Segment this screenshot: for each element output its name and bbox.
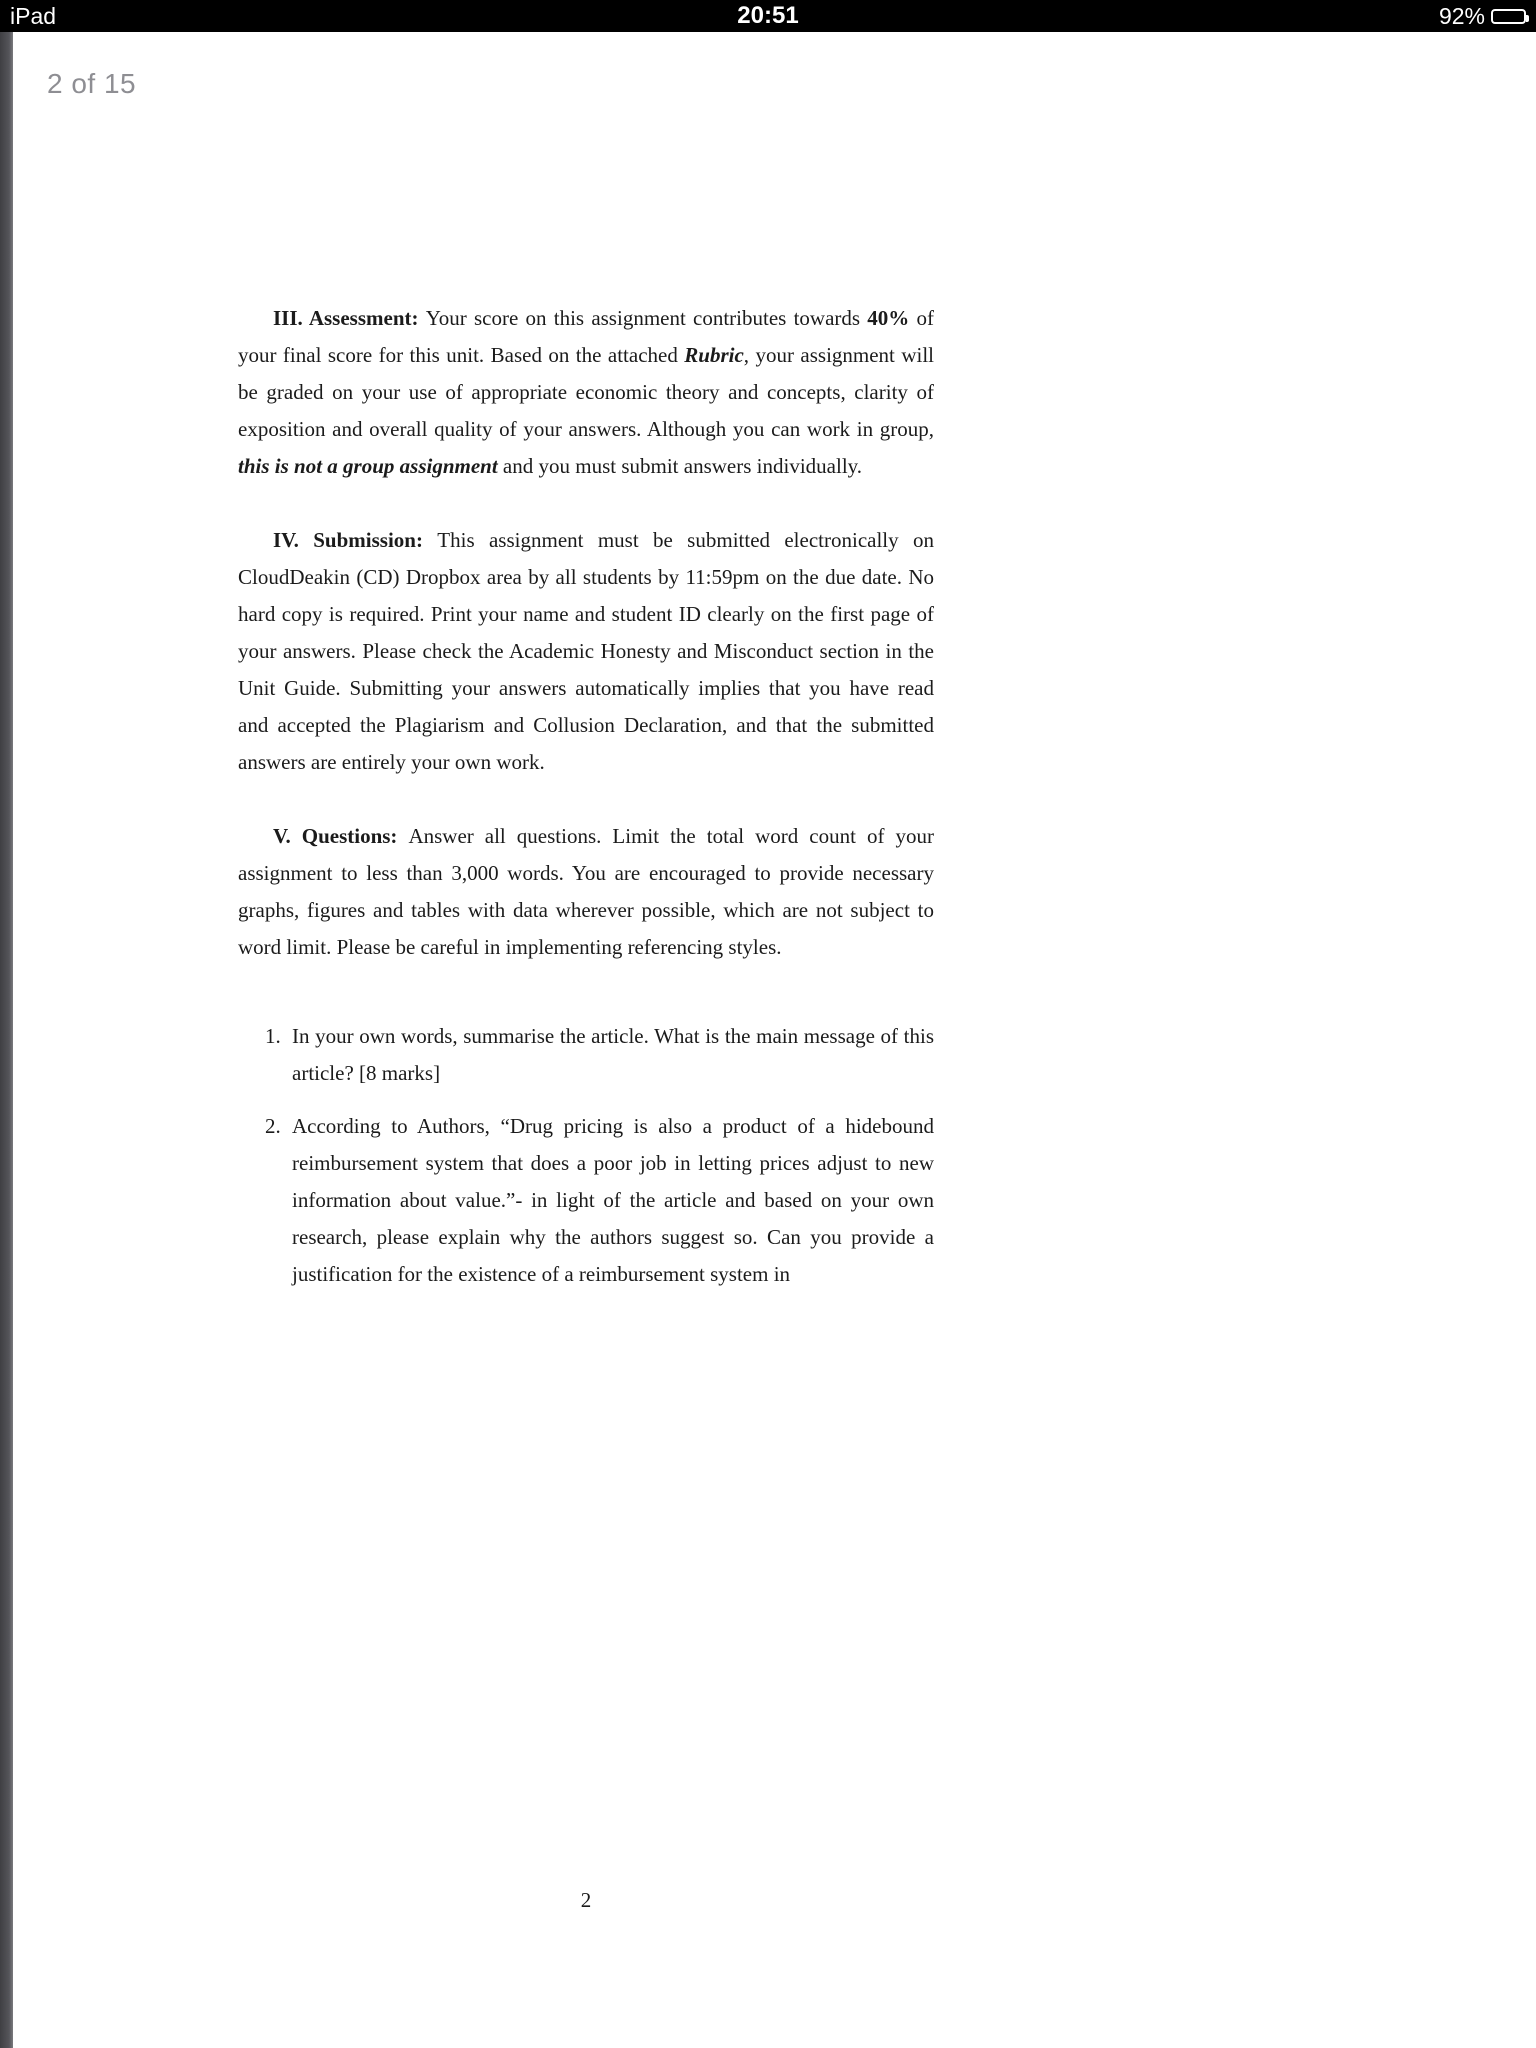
questions-list [238,1018,934,1293]
text-run: III. Assessment: [273,306,426,330]
page-indicator: 2 of 15 [47,68,137,99]
submission-paragraph [238,522,934,781]
text-run: this is not a group assignment [238,454,498,478]
list-item-text: In your own words, summarise the article. What is the main message of this article? [8 marks] [292,1024,934,1085]
text-run: Answer all questions. Limit the total word count of your assignment to less than 3,000 words. You are encouraged to provide necessary graphs, figures and tables with data wherever possible, which are not subject to word limit. Please be careful in implementing referencing styles. [238,824,934,959]
list-item [238,1108,934,1293]
text-run: 40% [867,306,910,330]
questions-paragraph [238,818,934,966]
pdf-viewer[interactable] [0,32,1536,2048]
document-body [238,32,934,1309]
list-item-number: 2. [265,1114,281,1138]
text-run: and you must submit answers individually. [497,454,863,478]
text-run: Your score on this assignment contributes towards [425,306,868,330]
assessment-paragraph [238,300,934,485]
status-right-cluster [1226,3,1526,30]
document-page[interactable] [13,32,1536,2048]
text-run: IV. Submission: [273,528,438,552]
list-item-text: According to Authors, “Drug pricing is also a product of a hidebound reimbursement system that does a poor job in letting prices adjust to new information about value.”- in light of the article and based on your own research, please explain why the authors suggest so. Can you provide a justification for the existence of a reimbursement system in [292,1114,934,1286]
status-bar [0,0,1536,32]
text-run: of your final score for this unit. Based on the attached [238,306,934,367]
battery-percent-label: 92% [1438,2,1485,29]
page-number: 2 [580,1888,592,1912]
text-run: Rubric [684,343,744,367]
clock: 20:51 [737,2,799,29]
battery-icon [1491,9,1526,24]
list-item [238,1018,934,1092]
device-label: iPad [10,2,57,29]
text-run: V. Questions: [273,824,409,848]
list-item-number: 1. [265,1024,281,1048]
page-edge-shadow [0,32,13,2048]
text-run: This assignment must be submitted electronically on CloudDeakin (CD) Dropbox area by all students by 11:59pm on the due date. No hard copy is required. Print your name and student ID clearly on the first page of your answers. Please check the Academic Honesty and Misconduct section in the Unit Guide. Submitting your answers automatically implies that you have read and accepted the Plagiarism and Collusion Declaration, and that the submitted answers are entirely your own work. [238,528,934,774]
battery-nub [1526,15,1529,22]
text-run: , your assignment will be graded on your use of appropriate economic theory and concepts, clarity of exposition and overall quality of your answers. Although you can work in group, [238,343,934,441]
